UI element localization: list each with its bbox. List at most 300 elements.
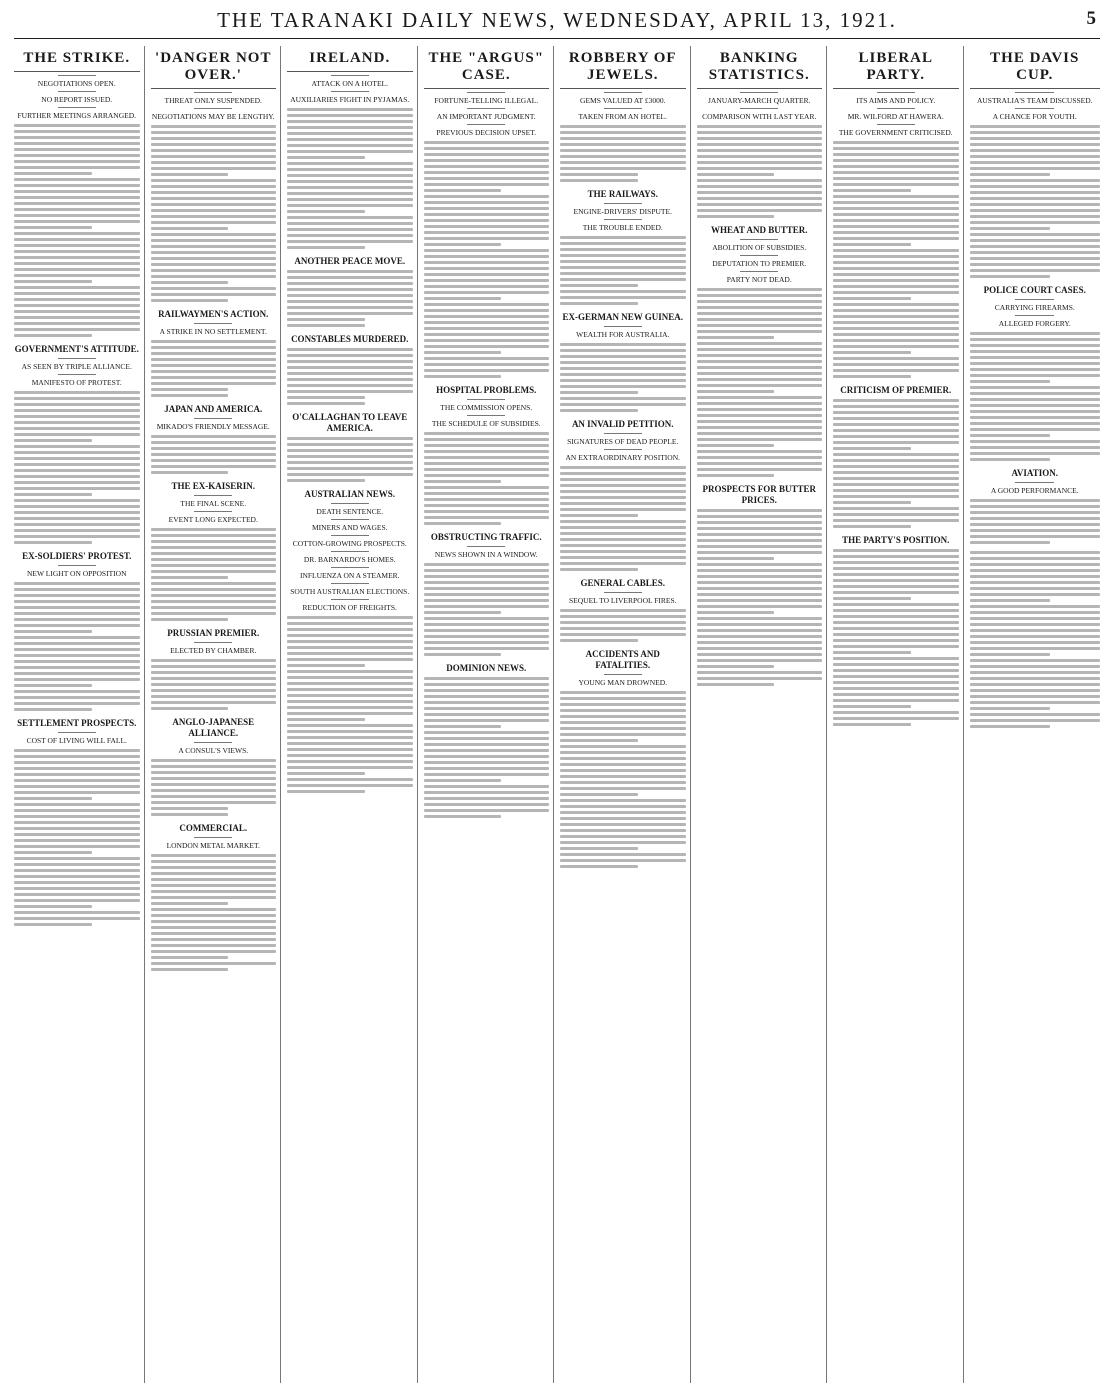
text-line-placeholder bbox=[424, 749, 550, 752]
text-line-placeholder bbox=[833, 321, 959, 324]
headline-rule bbox=[467, 399, 505, 400]
headline-rule bbox=[740, 108, 778, 109]
text-line-placeholder bbox=[560, 131, 686, 134]
text-line-placeholder bbox=[970, 535, 1101, 538]
text-line-placeholder bbox=[970, 517, 1101, 520]
text-line-placeholder bbox=[424, 456, 550, 459]
text-line-placeholder bbox=[560, 733, 686, 736]
text-line-placeholder bbox=[697, 641, 823, 644]
article-headline: THE RAILWAYS. bbox=[587, 189, 658, 199]
text-line-placeholder bbox=[14, 166, 140, 169]
article bbox=[151, 717, 277, 816]
text-line-placeholder bbox=[287, 270, 413, 273]
text-line-placeholder bbox=[833, 219, 959, 222]
text-line-placeholder bbox=[560, 379, 686, 382]
article-subheading: CARRYING FIREARMS. bbox=[994, 303, 1075, 312]
text-line-placeholder bbox=[287, 467, 413, 470]
text-line-placeholder bbox=[833, 471, 959, 474]
text-line-placeholder bbox=[424, 743, 550, 746]
text-line-placeholder bbox=[424, 510, 550, 513]
headline-rule bbox=[194, 108, 232, 109]
text-line-placeholder bbox=[833, 627, 959, 630]
article-subheading: PARTY NOT DEAD. bbox=[726, 275, 792, 284]
article-body-placeholder bbox=[424, 432, 550, 525]
article-subheading: NEGOTIATIONS OPEN. bbox=[37, 79, 116, 88]
text-line-placeholder bbox=[560, 508, 686, 511]
text-line-placeholder bbox=[560, 709, 686, 712]
text-line-placeholder bbox=[833, 291, 959, 294]
text-line-placeholder bbox=[833, 609, 959, 612]
headline-rule bbox=[740, 92, 778, 93]
text-line-placeholder bbox=[151, 789, 277, 792]
text-line-placeholder bbox=[14, 292, 140, 295]
text-line-placeholder bbox=[970, 695, 1101, 698]
article bbox=[560, 578, 686, 642]
text-line-placeholder bbox=[697, 456, 823, 459]
text-line-placeholder bbox=[424, 201, 550, 204]
article bbox=[151, 50, 277, 302]
article-headline: GENERAL CABLES. bbox=[580, 578, 666, 588]
text-line-placeholder bbox=[14, 678, 140, 681]
article-headline: ANGLO-JAPANESE ALLIANCE. bbox=[172, 717, 255, 738]
text-line-placeholder bbox=[697, 563, 823, 566]
text-line-placeholder bbox=[970, 452, 1101, 455]
text-line-placeholder bbox=[14, 409, 140, 412]
article-subheading: GEMS VALUED AT £3000. bbox=[580, 96, 666, 105]
text-line-placeholder bbox=[424, 486, 550, 489]
text-line-placeholder bbox=[833, 447, 911, 450]
text-line-placeholder bbox=[424, 297, 502, 300]
text-line-placeholder bbox=[970, 404, 1101, 407]
article-body-placeholder bbox=[287, 348, 413, 405]
article bbox=[424, 663, 550, 818]
article-subheading: ABOLITION OF SUBSIDIES. bbox=[712, 243, 807, 252]
text-line-placeholder bbox=[151, 364, 277, 367]
article-subheading: MINERS AND WAGES. bbox=[312, 523, 388, 532]
text-line-placeholder bbox=[560, 609, 686, 612]
text-line-placeholder bbox=[560, 472, 686, 475]
text-line-placeholder bbox=[970, 380, 1051, 383]
article-headline: COMMERCIAL. bbox=[179, 823, 248, 833]
text-line-placeholder bbox=[151, 173, 229, 176]
text-line-placeholder bbox=[970, 167, 1101, 170]
text-line-placeholder bbox=[14, 505, 140, 508]
text-line-placeholder bbox=[833, 327, 959, 330]
text-line-placeholder bbox=[424, 623, 550, 626]
article-subheading: A CONSUL'S VIEWS. bbox=[178, 746, 249, 755]
text-line-placeholder bbox=[14, 612, 140, 615]
text-line-placeholder bbox=[14, 785, 140, 788]
text-line-placeholder bbox=[14, 316, 140, 319]
text-line-placeholder bbox=[151, 131, 277, 134]
text-line-placeholder bbox=[697, 390, 775, 393]
text-line-placeholder bbox=[287, 378, 413, 381]
text-line-placeholder bbox=[14, 851, 92, 854]
text-line-placeholder bbox=[424, 279, 550, 282]
text-line-placeholder bbox=[151, 689, 277, 692]
text-line-placeholder bbox=[151, 701, 277, 704]
article-subheading: ATTACK ON A HOTEL. bbox=[311, 79, 388, 88]
text-line-placeholder bbox=[287, 354, 413, 357]
text-line-placeholder bbox=[833, 285, 959, 288]
text-line-placeholder bbox=[14, 142, 140, 145]
headline-rule bbox=[331, 519, 369, 520]
text-line-placeholder bbox=[560, 514, 638, 517]
text-line-placeholder bbox=[697, 360, 823, 363]
text-line-placeholder bbox=[151, 540, 277, 543]
text-line-placeholder bbox=[970, 713, 1101, 716]
text-line-placeholder bbox=[151, 950, 277, 953]
text-line-placeholder bbox=[287, 676, 413, 679]
page-number: 5 bbox=[1086, 8, 1096, 29]
headline-rule bbox=[740, 239, 778, 240]
text-line-placeholder bbox=[14, 511, 140, 514]
text-line-placeholder bbox=[14, 499, 140, 502]
text-line-placeholder bbox=[697, 426, 823, 429]
headline-rule bbox=[740, 271, 778, 272]
text-line-placeholder bbox=[151, 938, 277, 941]
headline-rule bbox=[604, 449, 642, 450]
text-line-placeholder bbox=[151, 866, 277, 869]
article-subheading: AS SEEN BY TRIPLE ALLIANCE. bbox=[21, 362, 132, 371]
text-line-placeholder bbox=[14, 797, 92, 800]
text-line-placeholder bbox=[697, 179, 823, 182]
article bbox=[560, 312, 686, 412]
text-line-placeholder bbox=[424, 432, 550, 435]
article-body-placeholder bbox=[560, 466, 686, 571]
text-line-placeholder bbox=[287, 682, 413, 685]
article bbox=[560, 649, 686, 868]
headline-rule bbox=[467, 92, 505, 93]
text-line-placeholder bbox=[833, 549, 959, 552]
text-line-placeholder bbox=[424, 563, 550, 566]
text-line-placeholder bbox=[697, 143, 823, 146]
text-line-placeholder bbox=[970, 374, 1101, 377]
text-line-placeholder bbox=[14, 869, 140, 872]
text-line-placeholder bbox=[287, 204, 413, 207]
text-line-placeholder bbox=[151, 594, 277, 597]
text-line-placeholder bbox=[151, 600, 277, 603]
text-line-placeholder bbox=[424, 243, 502, 246]
text-line-placeholder bbox=[833, 477, 959, 480]
text-line-placeholder bbox=[970, 149, 1101, 152]
article-subheading: THE TROUBLE ENDED. bbox=[582, 223, 663, 232]
article-headline: ACCIDENTS AND FATALITIES. bbox=[585, 649, 660, 670]
text-line-placeholder bbox=[287, 736, 413, 739]
text-line-placeholder bbox=[14, 588, 140, 591]
text-line-placeholder bbox=[560, 161, 686, 164]
text-line-placeholder bbox=[560, 266, 686, 269]
text-line-placeholder bbox=[14, 517, 140, 520]
text-line-placeholder bbox=[970, 215, 1101, 218]
text-line-placeholder bbox=[424, 291, 550, 294]
text-line-placeholder bbox=[424, 444, 550, 447]
text-line-placeholder bbox=[833, 165, 959, 168]
article-subheading: ALLEGED FORGERY. bbox=[998, 319, 1071, 328]
text-line-placeholder bbox=[560, 137, 686, 140]
text-line-placeholder bbox=[14, 286, 140, 289]
text-line-placeholder bbox=[424, 183, 550, 186]
headline-rule bbox=[467, 415, 505, 416]
text-line-placeholder bbox=[833, 339, 959, 342]
headline-rule bbox=[604, 326, 642, 327]
text-line-placeholder bbox=[151, 944, 277, 947]
article-headline: AVIATION. bbox=[1011, 468, 1058, 478]
article bbox=[697, 50, 823, 218]
text-line-placeholder bbox=[424, 707, 550, 710]
text-line-placeholder bbox=[287, 222, 413, 225]
article-body-placeholder bbox=[970, 499, 1101, 544]
text-line-placeholder bbox=[697, 185, 823, 188]
article-body-placeholder bbox=[151, 528, 277, 621]
text-line-placeholder bbox=[151, 447, 277, 450]
text-line-placeholder bbox=[151, 203, 277, 206]
text-line-placeholder bbox=[424, 474, 550, 477]
article-body-placeholder bbox=[833, 399, 959, 528]
text-line-placeholder bbox=[14, 690, 140, 693]
article bbox=[14, 718, 140, 926]
headline-rule bbox=[58, 732, 96, 733]
text-line-placeholder bbox=[287, 622, 413, 625]
text-line-placeholder bbox=[14, 433, 140, 436]
text-line-placeholder bbox=[970, 137, 1101, 140]
text-line-placeholder bbox=[833, 651, 911, 654]
article-headline: EX-GERMAN NEW GUINEA. bbox=[562, 312, 684, 322]
text-line-placeholder bbox=[424, 797, 550, 800]
article-subheading: THREAT ONLY SUSPENDED. bbox=[164, 96, 262, 105]
text-line-placeholder bbox=[14, 821, 140, 824]
text-line-placeholder bbox=[14, 863, 140, 866]
text-line-placeholder bbox=[14, 600, 140, 603]
text-line-placeholder bbox=[14, 755, 140, 758]
headline-rule bbox=[331, 583, 369, 584]
text-line-placeholder bbox=[424, 755, 550, 758]
text-line-placeholder bbox=[833, 363, 959, 366]
text-line-placeholder bbox=[287, 658, 413, 661]
text-line-placeholder bbox=[424, 611, 502, 614]
text-line-placeholder bbox=[970, 659, 1101, 662]
text-line-placeholder bbox=[14, 708, 92, 711]
text-line-placeholder bbox=[424, 713, 550, 716]
text-line-placeholder bbox=[697, 354, 823, 357]
article-subheading: NO REPORT ISSUED. bbox=[41, 95, 113, 104]
text-line-placeholder bbox=[151, 677, 277, 680]
text-line-placeholder bbox=[970, 599, 1051, 602]
text-line-placeholder bbox=[970, 641, 1101, 644]
text-line-placeholder bbox=[970, 541, 1051, 544]
text-line-placeholder bbox=[424, 339, 550, 342]
text-line-placeholder bbox=[697, 474, 775, 477]
text-line-placeholder bbox=[833, 225, 959, 228]
text-line-placeholder bbox=[424, 653, 502, 656]
text-line-placeholder bbox=[560, 721, 686, 724]
text-line-placeholder bbox=[697, 653, 823, 656]
text-line-placeholder bbox=[424, 177, 550, 180]
article-headline: PROSPECTS FOR BUTTER PRICES. bbox=[702, 484, 817, 505]
article-subheading: SOUTH AUSTRALIAN ELECTIONS. bbox=[290, 587, 410, 596]
text-line-placeholder bbox=[14, 654, 140, 657]
text-line-placeholder bbox=[151, 890, 277, 893]
text-line-placeholder bbox=[833, 399, 959, 402]
article-body-placeholder bbox=[560, 691, 686, 868]
text-line-placeholder bbox=[833, 687, 959, 690]
text-line-placeholder bbox=[833, 555, 959, 558]
article-body-placeholder bbox=[697, 288, 823, 477]
text-line-placeholder bbox=[560, 242, 686, 245]
text-line-placeholder bbox=[560, 568, 638, 571]
text-line-placeholder bbox=[424, 315, 550, 318]
text-line-placeholder bbox=[833, 567, 959, 570]
text-line-placeholder bbox=[560, 526, 686, 529]
text-line-placeholder bbox=[14, 250, 140, 253]
text-line-placeholder bbox=[970, 233, 1101, 236]
text-line-placeholder bbox=[560, 787, 686, 790]
text-line-placeholder bbox=[970, 653, 1051, 656]
text-line-placeholder bbox=[560, 361, 686, 364]
text-line-placeholder bbox=[424, 593, 550, 596]
text-line-placeholder bbox=[14, 202, 140, 205]
text-line-placeholder bbox=[287, 640, 413, 643]
headline-rule bbox=[194, 92, 232, 93]
text-line-placeholder bbox=[560, 829, 686, 832]
text-line-placeholder bbox=[14, 696, 140, 699]
text-line-placeholder bbox=[151, 801, 277, 804]
text-line-placeholder bbox=[151, 783, 277, 786]
text-line-placeholder bbox=[287, 742, 413, 745]
text-line-placeholder bbox=[833, 315, 959, 318]
article-subheading: MIKADO'S FRIENDLY MESSAGE. bbox=[156, 422, 270, 431]
article bbox=[833, 50, 959, 378]
text-line-placeholder bbox=[424, 569, 550, 572]
text-line-placeholder bbox=[287, 324, 365, 327]
text-line-placeholder bbox=[560, 811, 686, 814]
text-line-placeholder bbox=[424, 237, 550, 240]
text-line-placeholder bbox=[424, 522, 502, 525]
text-line-placeholder bbox=[424, 159, 550, 162]
text-line-placeholder bbox=[833, 519, 959, 522]
text-line-placeholder bbox=[287, 449, 413, 452]
text-line-placeholder bbox=[833, 411, 959, 414]
text-line-placeholder bbox=[970, 185, 1101, 188]
text-line-placeholder bbox=[424, 261, 550, 264]
text-line-placeholder bbox=[287, 366, 413, 369]
text-line-placeholder bbox=[970, 629, 1101, 632]
text-line-placeholder bbox=[833, 705, 911, 708]
text-line-placeholder bbox=[14, 451, 140, 454]
text-line-placeholder bbox=[287, 132, 413, 135]
text-line-placeholder bbox=[14, 845, 140, 848]
text-line-placeholder bbox=[287, 294, 413, 297]
text-line-placeholder bbox=[697, 318, 823, 321]
text-line-placeholder bbox=[697, 450, 823, 453]
article-subheading: ENGINE-DRIVERS' DISPUTE. bbox=[573, 207, 672, 216]
text-line-placeholder bbox=[287, 437, 413, 440]
text-line-placeholder bbox=[424, 153, 550, 156]
text-line-placeholder bbox=[697, 468, 823, 471]
text-line-placeholder bbox=[151, 665, 277, 668]
text-line-placeholder bbox=[14, 917, 140, 920]
text-line-placeholder bbox=[14, 857, 140, 860]
headline-rule bbox=[58, 374, 96, 375]
text-line-placeholder bbox=[14, 767, 140, 770]
article-subheading: AUXILIARIES FIGHT IN PYJAMAS. bbox=[290, 95, 410, 104]
text-line-placeholder bbox=[697, 581, 823, 584]
text-line-placeholder bbox=[287, 700, 413, 703]
text-line-placeholder bbox=[833, 441, 959, 444]
text-line-placeholder bbox=[560, 633, 686, 636]
text-line-placeholder bbox=[151, 179, 277, 182]
text-line-placeholder bbox=[14, 624, 140, 627]
text-line-placeholder bbox=[970, 587, 1101, 590]
article-headline: PRUSSIAN PREMIER. bbox=[167, 628, 260, 638]
text-line-placeholder bbox=[151, 459, 277, 462]
text-line-placeholder bbox=[151, 209, 277, 212]
article-headline: DOMINION NEWS. bbox=[446, 663, 527, 673]
text-line-placeholder bbox=[151, 370, 277, 373]
text-line-placeholder bbox=[14, 684, 92, 687]
article-headline: THE EX-KAISERIN. bbox=[171, 481, 256, 491]
text-line-placeholder bbox=[970, 269, 1101, 272]
text-line-placeholder bbox=[424, 605, 550, 608]
article-subheading: THE COMMISSION OPENS. bbox=[440, 403, 533, 412]
text-line-placeholder bbox=[14, 154, 140, 157]
text-line-placeholder bbox=[424, 773, 550, 776]
text-line-placeholder bbox=[560, 502, 686, 505]
text-line-placeholder bbox=[697, 599, 823, 602]
article-body-placeholder bbox=[560, 343, 686, 412]
text-line-placeholder bbox=[14, 214, 140, 217]
text-line-placeholder bbox=[970, 665, 1101, 668]
text-line-placeholder bbox=[287, 288, 413, 291]
article-body-placeholder bbox=[151, 759, 277, 816]
text-line-placeholder bbox=[151, 854, 277, 857]
text-line-placeholder bbox=[970, 551, 1101, 554]
text-line-placeholder bbox=[424, 617, 550, 620]
text-line-placeholder bbox=[151, 388, 229, 391]
text-line-placeholder bbox=[424, 171, 550, 174]
text-line-placeholder bbox=[560, 775, 686, 778]
text-line-placeholder bbox=[14, 899, 140, 902]
text-line-placeholder bbox=[560, 391, 638, 394]
text-line-placeholder bbox=[970, 197, 1101, 200]
text-line-placeholder bbox=[14, 827, 140, 830]
text-line-placeholder bbox=[151, 245, 277, 248]
text-line-placeholder bbox=[697, 635, 823, 638]
article-body-placeholder bbox=[287, 437, 413, 482]
text-line-placeholder bbox=[424, 345, 550, 348]
text-line-placeholder bbox=[424, 492, 550, 495]
text-line-placeholder bbox=[287, 228, 413, 231]
text-line-placeholder bbox=[14, 130, 140, 133]
text-line-placeholder bbox=[151, 534, 277, 537]
text-line-placeholder bbox=[287, 694, 413, 697]
headline-rule bbox=[604, 108, 642, 109]
text-line-placeholder bbox=[287, 162, 413, 165]
headline-rule bbox=[58, 107, 96, 108]
text-line-placeholder bbox=[424, 195, 550, 198]
text-line-placeholder bbox=[287, 114, 413, 117]
text-line-placeholder bbox=[697, 462, 823, 465]
text-line-placeholder bbox=[151, 269, 277, 272]
article bbox=[424, 385, 550, 525]
article-body-placeholder bbox=[151, 659, 277, 710]
text-line-placeholder bbox=[151, 143, 277, 146]
column-5 bbox=[560, 46, 691, 1383]
text-line-placeholder bbox=[151, 394, 229, 397]
article-body-placeholder bbox=[424, 141, 550, 378]
text-line-placeholder bbox=[560, 248, 686, 251]
column-4 bbox=[424, 46, 555, 1383]
